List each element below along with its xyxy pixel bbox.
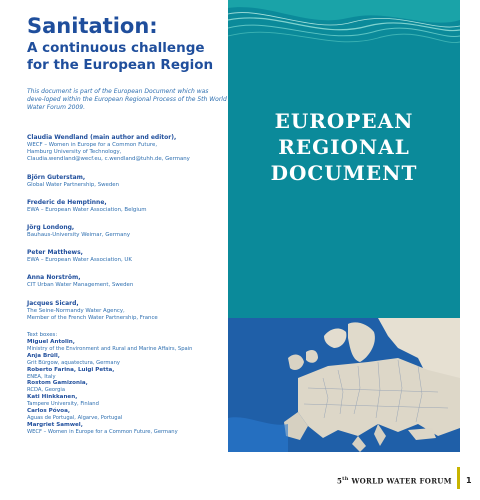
contributor	[27, 224, 227, 239]
textbox-author-affiliation: Aguas de Portugal, Algarve, Portugal	[27, 415, 123, 422]
forum-logo-text	[337, 476, 452, 485]
text-boxes-heading: Text boxes:	[27, 332, 58, 339]
contributor	[27, 134, 227, 164]
contributor	[27, 174, 227, 189]
contributor-affiliation: The Seine-Normandy Water Agency,	[27, 307, 125, 314]
contributor-affiliation: Hamburg University of Technology,	[27, 149, 122, 156]
forum-ordinal-suffix: th	[342, 476, 349, 482]
page-number: 1	[466, 476, 472, 485]
contributor-affiliation: CIT Urban Water Management, Sweden	[27, 282, 134, 289]
textbox-author-affiliation: ENEA, Italy	[27, 373, 56, 380]
contributor-affiliation: EWA – European Water Association, UK	[27, 257, 132, 264]
contributor-affiliation: Global Water Partnership, Sweden	[27, 181, 120, 188]
document-title-line-1: EUROPEAN	[274, 109, 414, 133]
contributor-name: Peter Matthews,	[27, 249, 83, 257]
textbox-author-name: Margriet Samwel,	[27, 421, 83, 428]
textbox-author-name: Rostom Gamizonia,	[27, 380, 88, 387]
contributor	[27, 199, 227, 214]
contributors-list	[27, 134, 227, 322]
textbox-author-affiliation: Tampere University, Finland	[27, 401, 99, 408]
contributor-name: Anna Norström,	[27, 274, 81, 282]
contributor-name: Jacques Sicard,	[27, 299, 79, 307]
contributor	[27, 274, 227, 289]
textbox-author-name: Roberto Farina, Luigi Petta,	[27, 366, 115, 373]
textbox-author-affiliation: Grit Bürgow, aquatectura, Germany	[27, 359, 120, 366]
wave-pattern	[228, 0, 460, 60]
contributor-email: Claudia.wendland@wecf.eu, c.wendland@tuhh.de, Germany	[27, 156, 190, 163]
textbox-author-affiliation: WECF – Women in Europe for a Common Future, Germany	[27, 428, 178, 435]
left-column	[27, 14, 227, 436]
document-title-line-2: REGIONAL	[278, 135, 410, 159]
cover-panel	[228, 0, 460, 452]
textbox-author-affiliation: Ministry of the Environment and Rural and Marine Affairs, Spain	[27, 346, 193, 353]
contributor-name: Björn Guterstam,	[27, 173, 86, 181]
textbox-author-affiliation: RCDA, Georgia	[27, 387, 66, 394]
subtitle-line-1: A continuous challenge	[27, 40, 205, 56]
europe-map-image	[228, 318, 460, 452]
contributor-name: Jörg Londong,	[27, 224, 75, 232]
document-title	[228, 108, 460, 186]
textbox-author-name: Anja Brüll,	[27, 352, 60, 359]
intro-text: This document is part of the European Document which was deve-loped within the European Regional Process of the 5th World Water Forum 2009.	[27, 88, 227, 111]
text-boxes-list	[27, 332, 227, 436]
document-title-line-3: DOCUMENT	[270, 161, 418, 185]
contributor	[27, 249, 227, 264]
textbox-author-name: Miguel Antolin,	[27, 339, 75, 346]
contributor	[27, 300, 227, 322]
contributor-name: Frederic de Hemptinne,	[27, 198, 107, 206]
footer-divider	[457, 467, 460, 489]
forum-ordinal: 5	[337, 476, 343, 486]
subtitle-line-2: for the European Region	[27, 57, 214, 73]
contributor-affiliation: Bauhaus-University Weimar, Germany	[27, 232, 131, 239]
contributor-affiliation: EWA – European Water Association, Belgium	[27, 206, 147, 213]
forum-name: WORLD WATER FORUM	[348, 476, 452, 486]
subtitle	[27, 40, 227, 74]
contributor-affiliation: Member of the French Water Partnership, France	[27, 314, 158, 321]
textbox-author-name: Kati Hinkkanen,	[27, 394, 78, 401]
textbox-author-name: Carlos Póvoa,	[27, 408, 71, 415]
contributor-affiliation: WECF – Women in Europe for a Common Future,	[27, 142, 158, 148]
page-title: Sanitation:	[27, 14, 158, 38]
contributor-name: Claudia Wendland (main author and editor),	[27, 134, 177, 141]
